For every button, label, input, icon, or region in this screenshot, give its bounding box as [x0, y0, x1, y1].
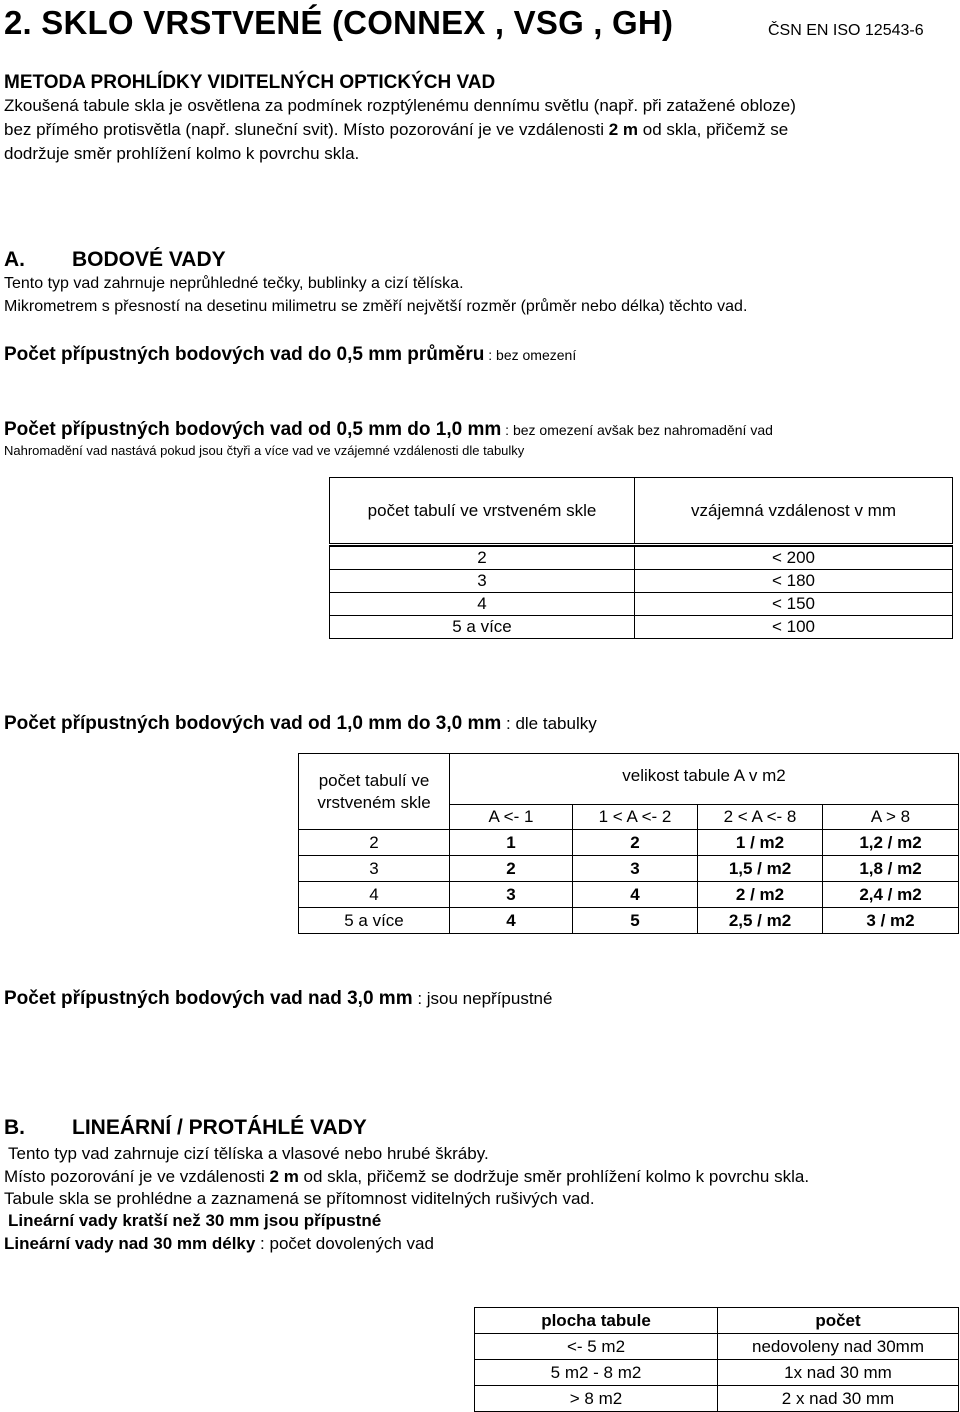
- table-row: 3 2 3 1,5 / m2 1,8 / m2: [299, 856, 959, 882]
- rule-over-3-0mm: Počet přípustných bodových vad nad 3,0 mm : jsou nepřípustné: [4, 988, 553, 1009]
- table-group-header: velikost tabule A v m2: [450, 754, 959, 805]
- table-row: 3 < 180: [330, 569, 953, 592]
- table-row: <- 5 m2 nedovoleny nad 30mm: [475, 1334, 959, 1360]
- table-header: počet: [718, 1308, 959, 1334]
- section-a-letter: A.: [4, 248, 25, 271]
- standard-reference: ČSN EN ISO 12543-6: [768, 22, 924, 39]
- table-subheader: 1 < A <- 2: [573, 805, 698, 830]
- table-subheader: A > 8: [823, 805, 959, 830]
- rule-up-to-0-5mm: Počet přípustných bodových vad do 0,5 mm průměru : bez omezení: [4, 344, 577, 365]
- table-row: 2 1 2 1 / m2 1,2 / m2: [299, 830, 959, 856]
- rule-0-5-to-1-0mm: Počet přípustných bodových vad od 0,5 mm do 1,0 mm : bez omezení avšak bez nahromadění vad: [4, 419, 773, 440]
- section-b-description: Tabule skla se prohlédne a zaznamená se přítomnost viditelných rušivých vad.: [4, 1189, 595, 1208]
- section-b-letter: B.: [4, 1116, 25, 1139]
- defect-count-by-area-table: [298, 753, 959, 934]
- accumulation-note: Nahromadění vad nastává pokud jsou čtyři a více vad ve vzájemné vzdálenosti dle tabulky: [4, 443, 525, 458]
- page-title: 2. SKLO VRSTVENÉ (CONNEX , VSG , GH): [4, 4, 674, 41]
- section-a-description: Mikrometrem s přesností na desetinu milimetru se změří největší rozměr (průměr nebo délka) těchto vad.: [4, 298, 748, 315]
- table-row: 4 < 150: [330, 592, 953, 615]
- method-text-line: dodržuje směr prohlížení kolmo k povrchu skla.: [4, 144, 360, 163]
- table-header: plocha tabule: [475, 1308, 718, 1334]
- section-a-title: BODOVÉ VADY: [72, 248, 226, 271]
- table-row: 4 3 4 2 / m2 2,4 / m2: [299, 882, 959, 908]
- section-a-description: Tento typ vad zahrnuje neprůhledné tečky, bublinky a cizí tělíska.: [4, 275, 464, 292]
- table-subheader: 2 < A <- 8: [698, 805, 823, 830]
- method-text-line: bez přímého protisvětla (např. sluneční svit). Místo pozorování je ve vzdálenosti 2 m od skla, přičemž se: [4, 120, 789, 139]
- accumulation-distance-table: [329, 477, 953, 639]
- table-row: > 8 m2 2 x nad 30 mm: [475, 1386, 959, 1412]
- linear-defect-table: [474, 1307, 959, 1412]
- table-subheader: A <- 1: [450, 805, 573, 830]
- linear-rule-short: Lineární vady kratší než 30 mm jsou přípustné: [8, 1211, 382, 1230]
- section-b-description: Místo pozorování je ve vzdálenosti 2 m od skla, přičemž se dodržuje směr prohlížení kolmo k povrchu skla.: [4, 1167, 810, 1186]
- section-b-title: LINEÁRNÍ / PROTÁHLÉ VADY: [72, 1116, 367, 1139]
- method-heading: METODA PROHLÍDKY VIDITELNÝCH OPTICKÝCH VAD: [4, 72, 496, 93]
- rule-1-0-to-3-0mm: Počet přípustných bodových vad od 1,0 mm do 3,0 mm : dle tabulky: [4, 713, 597, 734]
- table-corner-header: počet tabulí ve vrstveném skle: [299, 754, 450, 830]
- table-row: 5 a více < 100: [330, 615, 953, 638]
- table-row: 5 a více 4 5 2,5 / m2 3 / m2: [299, 908, 959, 934]
- linear-rule-long: Lineární vady nad 30 mm délky : počet dovolených vad: [4, 1234, 434, 1253]
- table-header: vzájemná vzdálenost v mm: [635, 478, 953, 544]
- table-row: 2 < 200: [330, 546, 953, 569]
- section-b-description: Tento typ vad zahrnuje cizí tělíska a vlasové nebo hrubé škráby.: [8, 1144, 489, 1163]
- table-header: počet tabulí ve vrstveném skle: [330, 478, 635, 544]
- table-row: 5 m2 - 8 m2 1x nad 30 mm: [475, 1360, 959, 1386]
- method-text-line: Zkoušená tabule skla je osvětlena za podmínek rozptýlenému dennímu světlu (např. při zatažené obloze): [4, 96, 796, 115]
